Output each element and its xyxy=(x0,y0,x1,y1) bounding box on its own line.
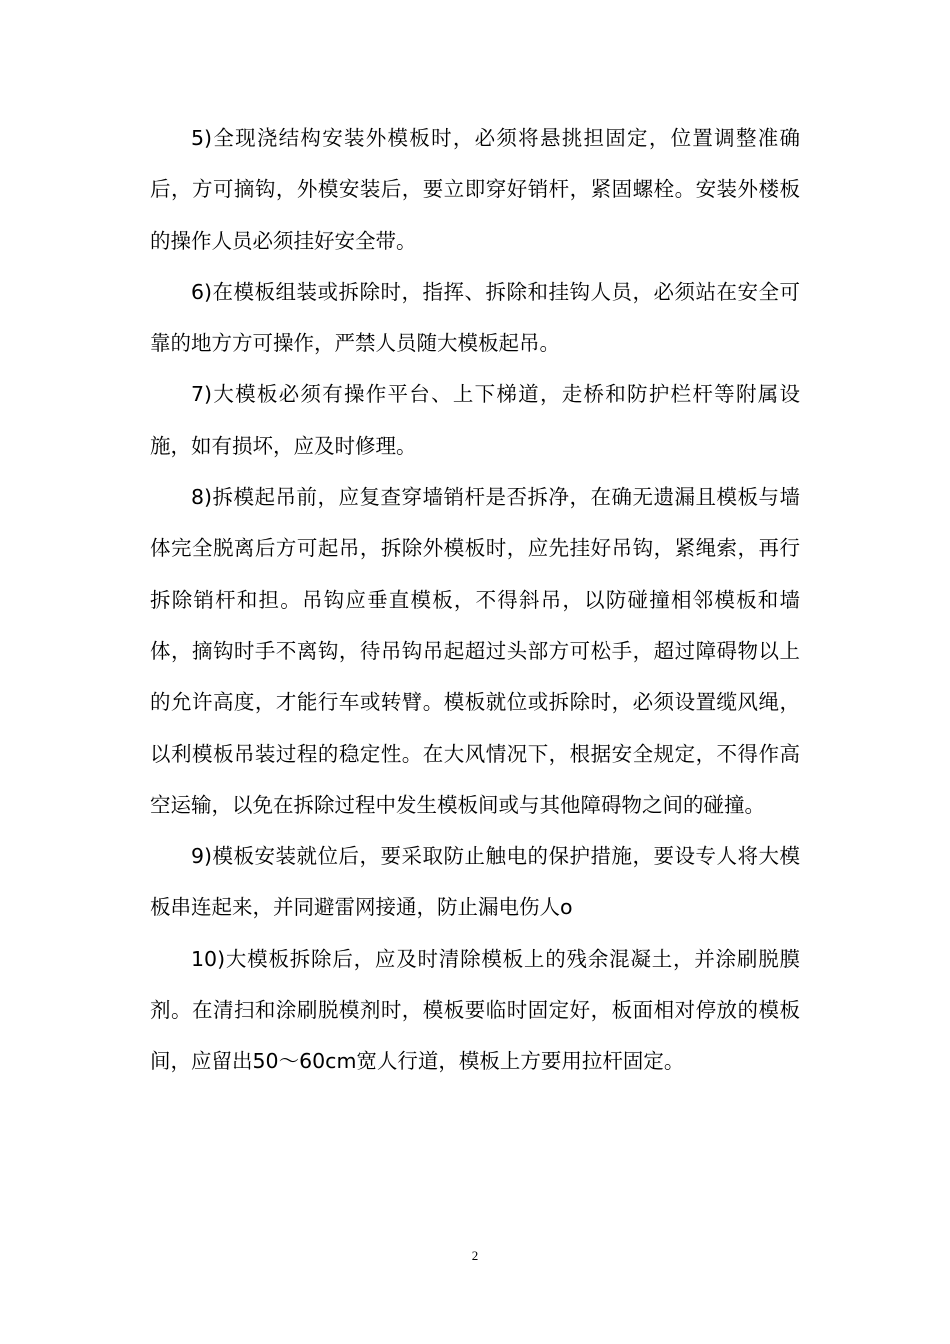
paragraph-6: 6)在模板组装或拆除时，指挥、拆除和挂钩人员，必须站在安全可靠的地方方可操作，严禁人员随大模板起吊。 xyxy=(150,279,800,356)
document-body xyxy=(150,113,800,1088)
paragraph-10: 10)大模板拆除后，应及时清除模板上的残余混凝土，并涂刷脱膜剂。在清扫和涂刷脱模剂时，模板要临时固定好，板面相对停放的模板间，应留出50～60cm宽人行道，模板上方要用拉杆固定。 xyxy=(150,946,800,1074)
paragraph-9: 9)模板安装就位后，要采取防止触电的保护措施，要设专人将大模板串连起来，并同避雷网接通，防止漏电伤人o xyxy=(150,844,800,920)
page-number: 2 xyxy=(471,1248,479,1263)
paragraph-5: 5)全现浇结构安装外模板时，必须将悬挑担固定，位置调整准确后，方可摘钩，外模安装后，要立即穿好销杆，紧固螺栓。安装外楼板的操作人员必须挂好安全带。 xyxy=(150,126,800,253)
paragraph-8: 8)拆模起吊前，应复查穿墙销杆是否拆净，在确无遗漏且模板与墙体完全脱离后方可起吊，拆除外模板时，应先挂好吊钩，紧绳索，再行拆除销杆和担。吊钩应垂直模板，不得斜吊，以防碰撞相邻模板和墙体，摘钩时手不离钩，待吊钩吊起超过头部方可松手，超过障碍物以上的允许高度，才能行车或转臂。模板就位或拆除时，必须设置缆风绳，以利模板吊装过程的稳定性。在大风情况下，根据安全规定，不得作高空运输，以免在拆除过程中发生模板间或与其他障碍物之间的碰撞。 xyxy=(150,485,800,817)
paragraph-7: 7)大模板必须有操作平台、上下梯道，走桥和防护栏杆等附属设施，如有损坏，应及时修理。 xyxy=(150,382,800,458)
